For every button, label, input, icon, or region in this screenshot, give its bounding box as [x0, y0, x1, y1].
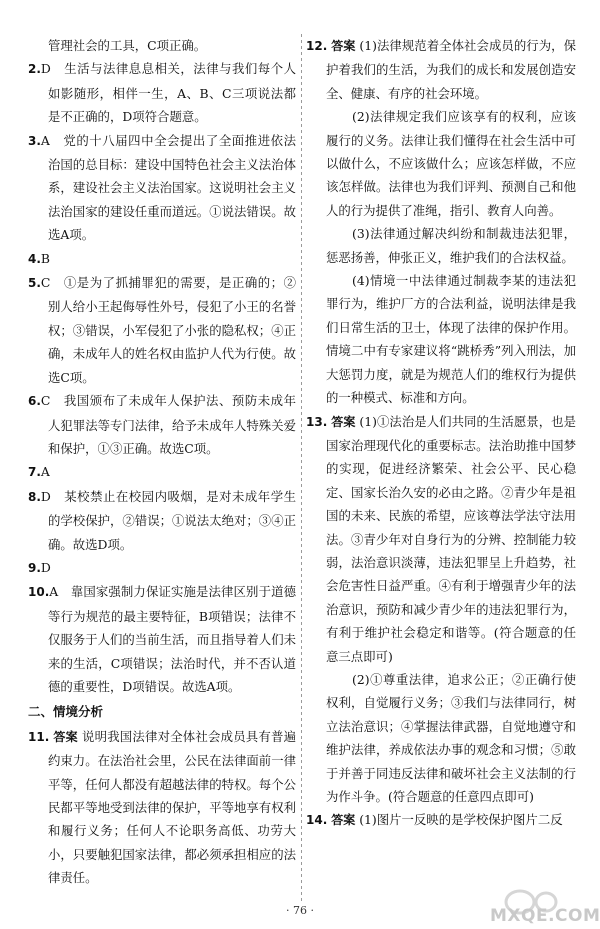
answer-item	[28, 389, 296, 460]
answer-text: A 靠国家强制力保证实施是法律区别于道德等行为规范的最主要特征，B项错误；法律不仅服务于人们的当前生活，而且指导着人们未来的生活，C项错误；法治时代，并不否认道德的重要性，D项错误。故选A项。	[48, 584, 296, 694]
answer-item	[28, 485, 296, 556]
answer-item	[28, 34, 296, 57]
answer-item	[28, 580, 296, 698]
answer-item	[28, 556, 296, 580]
answer-text: B	[40, 250, 51, 266]
answer-number: 3.	[28, 133, 41, 148]
section-title: 二、情境分析	[28, 704, 104, 720]
answer-text: 管理社会的工具，C项正确。	[48, 38, 207, 53]
answer-list	[28, 34, 296, 698]
answer-number: 13.	[306, 414, 328, 429]
answer-text: A 党的十八届四中全会提出了全面推进依法治国的总目标：建设中国特色社会主义法治体系，建设社会主义法治国家。这说明社会主义法治国家的建设任重而道远。①说法错误。故选A项。	[40, 132, 296, 243]
answer-number: 5.	[28, 276, 41, 291]
answer-label: 答案	[331, 39, 356, 53]
answer-text: A	[40, 464, 50, 480]
answer-number: 14.	[306, 813, 328, 828]
answer-item	[28, 460, 296, 484]
answer-number: 8.	[28, 489, 41, 504]
watermark-text: MXQE.COM	[490, 906, 600, 926]
answer-text: (1)①法治是人们共同的生活愿景，也是国家治理现代化的重要标志。法治助推中国梦的实现，促进经济繁荣、社会公平、民心稳定、国家长治久安的必由之路。②青少年是祖国的未来、民族的希望，应该尊法学法守法用法。③青少年对自身行为的分辨、控制能力较弱，法治意识淡薄，违法犯罪呈上升趋势，社会危害性日益严重。④有利于增强青少年的法治意识，预防和减少青少年的违法犯罪行为，有利于维护社会稳定和谐等。(符合题意的任意三点即可)	[326, 413, 576, 664]
answer-item	[28, 57, 296, 128]
column-divider	[301, 34, 302, 902]
answer-number: 12.	[306, 39, 328, 53]
answer-item	[28, 129, 296, 247]
answer-label: 答案	[331, 813, 356, 828]
left-column	[28, 34, 296, 890]
right-column	[306, 34, 576, 833]
answer-item-11	[28, 725, 296, 890]
answer-item	[28, 271, 296, 389]
answer-paragraph: (4)情境一中法律通过制裁李某的违法犯罪行为，维护厂方的合法利益，说明法律是我们日常生活的卫士，体现了法律的保护作用。情境二中有专家建议将“跳桥秀”列入刑法，加大惩罚力度，就是为规范人们的维权行为提供的一种模式、标准和方向。	[326, 273, 576, 406]
answer-text: D 某校禁止在校园内吸烟，是对未成年学生的学校保护，②错误；①说法太绝对；③④正确。故选D项。	[40, 488, 296, 552]
answer-text: (1)法律规范着全体社会成员的行为，保护着我们的生活，为我们的成长和发展创造安全、健康、有序的社会环境。	[326, 38, 576, 101]
answer-number: 10.	[28, 585, 50, 600]
answer-label: 答案	[331, 414, 356, 429]
answer-text: C 我国颁布了未成年人保护法、预防未成年人犯罪法等专门法律，给予未成年人特殊关爱和保护，①③正确。故选C项。	[40, 393, 296, 456]
answer-item	[28, 247, 296, 271]
answer-text: 说明我国法律对全体社会成员具有普遍约束力。在法治社会里，公民在法律面前一律平等，任何人都没有超越法律的特权。每个公民都平等地受到法律的保护，平等地享有权利和履行义务；任何人不论职务高低、功劳大小，只要触犯国家法律，都必须承担相应的法律责任。	[48, 728, 296, 886]
answer-item-13	[306, 410, 576, 668]
answer-text: C ①是为了抓捕罪犯的需要，是正确的；②别人给小王起侮辱性外号，侵犯了小王的名誉权；③错误，小军侵犯了小张的隐私权；④正确，未成年人的姓名权由监护人代为行使。故选C项。	[40, 275, 296, 385]
answer-label: 答案	[53, 729, 78, 744]
answer-number: 2.	[28, 62, 41, 77]
answer-text: (1)图片一反映的是学校保护图片二反	[359, 812, 563, 828]
answer-text: D	[40, 559, 51, 575]
answer-item-14	[306, 808, 576, 832]
answer-item-12	[306, 34, 576, 105]
answer-number: 7.	[28, 465, 41, 480]
answer-number: 4.	[28, 251, 41, 266]
answer-number: 11.	[28, 729, 50, 744]
page-number: · 76 ·	[286, 904, 314, 917]
answer-paragraph: (3)法律通过解决纠纷和制裁违法犯罪，惩恶扬善，伸张正义，维护我们的合法权益。	[326, 226, 576, 265]
answer-number: 9.	[28, 560, 41, 575]
answer-text: D 生活与法律息息相关，法律与我们每个人如影随形，相伴一生，A、B、C三项说法都是不正确的，D项符合题意。	[40, 61, 296, 125]
answer-number: 6.	[28, 394, 41, 409]
answer-paragraph: (2)法律规定我们应该享有的权利，应该履行的义务。法律让我们懂得在社会生活中可以做什么，不应该做什么；应该怎样做，不应该怎样做。法律也为我们评判、预测自己和他人的行为提供了准绳，指引、教育人向善。	[326, 109, 576, 218]
answer-paragraph: (2)①尊重法律，追求公正；②正确行使权利，自觉履行义务；③我们与法律同行，树立法治意识；④掌握法律武器，自觉地遵守和维护法律，养成依法办事的观念和习惯；⑤敢于并善于同违反法律和破坏社会主义法制的行为作斗争。(符合题意的任意四点即可)	[326, 671, 576, 804]
